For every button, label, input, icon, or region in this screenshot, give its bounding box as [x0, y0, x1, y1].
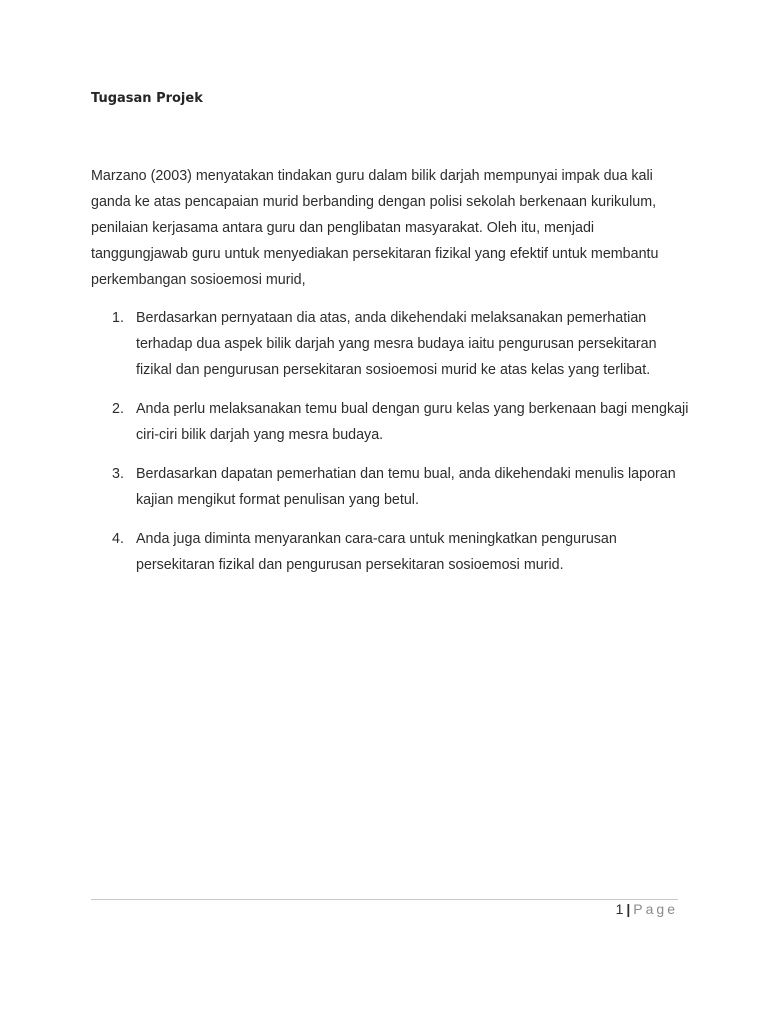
- page-footer: [616, 900, 678, 918]
- list-item: [91, 461, 691, 513]
- list-item-text: Anda juga diminta menyarankan cara-cara untuk meningkatkan pengurusan persekitaran fizikal dan pengurusan persekitaran sosioemosi murid.: [136, 531, 617, 573]
- intro-paragraph: Marzano (2003) menyatakan tindakan guru dalam bilik darjah mempunyai impak dua kali ganda ke atas pencapaian murid berbanding dengan polisi sekolah berkenaan kurikulum, penilaian kerjasama antara guru dan penglibatan masyarakat. Oleh itu, menjadi tanggungjawab guru untuk menyediakan persekitaran fizikal yang efektif untuk membantu perkembangan sosioemosi murid,: [91, 168, 659, 288]
- list-item-text: Berdasarkan pernyataan dia atas, anda dikehendaki melaksanakan pemerhatian terhadap dua aspek bilik darjah yang mesra budaya iaitu pengurusan persekitaran fizikal dan pengurusan persekitaran sosioemosi murid ke atas kelas yang terlibat.: [136, 310, 657, 378]
- list-item: [91, 396, 691, 448]
- footer-divider: [91, 899, 678, 900]
- list-item-number: 4.: [112, 531, 124, 547]
- page-number: 1: [615, 901, 624, 917]
- list-item-number: 1.: [112, 310, 124, 326]
- list-item-text: Berdasarkan dapatan pemerhatian dan temu bual, anda dikehendaki menulis laporan kajian mengikut format penulisan yang betul.: [136, 466, 676, 508]
- task-list: [91, 305, 691, 591]
- footer-separator: |: [626, 901, 631, 917]
- list-item-text: Anda perlu melaksanakan temu bual dengan guru kelas yang berkenaan bagi mengkaji ciri-ciri bilik darjah yang mesra budaya.: [136, 401, 689, 443]
- document-title: Tugasan Projek: [91, 91, 203, 106]
- list-item: [91, 305, 691, 383]
- list-item-number: 3.: [112, 466, 124, 482]
- list-item-number: 2.: [112, 401, 124, 417]
- list-item: [91, 526, 691, 578]
- page-label: Page: [633, 901, 678, 917]
